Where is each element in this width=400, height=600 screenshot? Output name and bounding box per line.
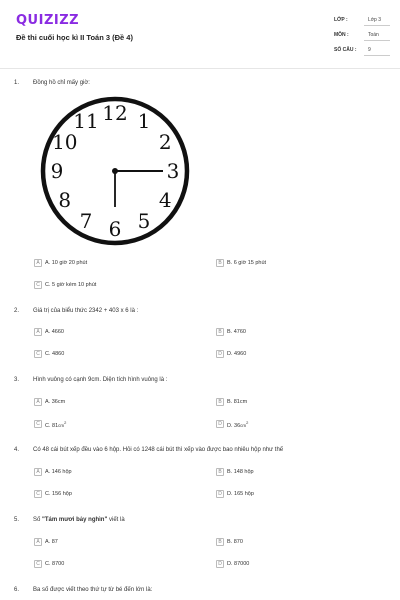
clock-center bbox=[112, 168, 118, 174]
option-unit: cm bbox=[58, 422, 65, 428]
question-text-pre: Số bbox=[33, 517, 43, 523]
option-text: B. 148 hộp bbox=[227, 469, 254, 475]
meta-underline bbox=[364, 40, 390, 41]
option-text bbox=[227, 420, 248, 429]
option-d[interactable] bbox=[216, 559, 249, 569]
option-letter: A bbox=[34, 398, 42, 406]
option-letter: B bbox=[216, 259, 224, 267]
option-b[interactable] bbox=[216, 537, 243, 547]
option-value: D. 36 bbox=[227, 422, 241, 429]
option-text bbox=[45, 420, 66, 429]
meta-label-count: SỐ CÂU : bbox=[334, 47, 357, 53]
option-letter: D bbox=[216, 420, 224, 428]
option-text: A. 36cm bbox=[45, 399, 66, 405]
option-text: B. 81cm bbox=[227, 399, 248, 405]
option-letter: B bbox=[216, 468, 224, 476]
question-text: Đồng hồ chỉ mấy giờ: bbox=[33, 80, 90, 86]
option-letter: C bbox=[34, 420, 42, 428]
option-c[interactable] bbox=[34, 489, 72, 499]
option-d[interactable] bbox=[216, 419, 248, 429]
meta-label-class: LỚP : bbox=[334, 17, 348, 23]
option-c[interactable] bbox=[34, 559, 64, 569]
meta-value-count: 9 bbox=[368, 47, 371, 53]
question-text-post: viết là bbox=[107, 517, 125, 523]
option-letter: B bbox=[216, 328, 224, 336]
option-text: C. 8700 bbox=[45, 561, 65, 567]
option-text: B. 870 bbox=[227, 539, 243, 545]
option-text: D. 87000 bbox=[227, 561, 250, 567]
option-b[interactable] bbox=[216, 327, 246, 337]
clock-numeral-10: 10 bbox=[52, 130, 78, 154]
question-text: Có 48 cái bút xếp đều vào 6 hộp. Hỏi có 1248 cái bút thì xếp vào được bao nhiêu hộp như thế bbox=[33, 447, 284, 453]
option-exponent: 2 bbox=[64, 419, 67, 425]
option-letter: C bbox=[34, 490, 42, 498]
option-letter: D bbox=[216, 490, 224, 498]
option-letter: C bbox=[34, 560, 42, 568]
option-letter: A bbox=[34, 328, 42, 336]
question-text: Hình vuông có cạnh 9cm. Diện tích hình vuông là : bbox=[33, 377, 168, 383]
option-letter: C bbox=[34, 350, 42, 358]
option-letter: D bbox=[216, 350, 224, 358]
option-text: C. 4860 bbox=[45, 351, 65, 357]
question-number: 4. bbox=[14, 447, 20, 453]
clock-image bbox=[36, 96, 194, 246]
option-text: A. 10 giờ 20 phút bbox=[45, 260, 88, 266]
question-number: 1. bbox=[14, 80, 20, 86]
question-text bbox=[33, 517, 125, 523]
option-letter: C bbox=[34, 281, 42, 289]
question-text: Giá trị của biểu thức 2342 + 403 x 6 là : bbox=[33, 308, 139, 314]
option-text: D. 4960 bbox=[227, 351, 247, 357]
question-text-bold: "Tám mươi bảy nghìn" bbox=[42, 517, 108, 523]
option-text: A. 4660 bbox=[45, 329, 64, 335]
option-value: C. 81 bbox=[45, 422, 59, 429]
page-title: Đề thi cuối học kì II Toán 3 (Đề 4) bbox=[16, 33, 133, 42]
option-letter: B bbox=[216, 398, 224, 406]
clock-numeral-4: 4 bbox=[158, 188, 172, 212]
option-letter: A bbox=[34, 259, 42, 267]
question-number: 5. bbox=[14, 517, 20, 523]
meta-label-subject: MÔN : bbox=[334, 32, 349, 38]
option-text: B. 6 giờ 15 phút bbox=[227, 260, 267, 266]
option-d[interactable] bbox=[216, 489, 254, 499]
clock-face bbox=[36, 96, 194, 246]
question-text: Ba số được viết theo thứ tự từ bé đến lớn là: bbox=[33, 587, 153, 593]
option-c[interactable] bbox=[34, 349, 64, 359]
clock-numeral-2: 2 bbox=[158, 130, 172, 154]
option-a[interactable] bbox=[34, 537, 58, 547]
option-exponent: 2 bbox=[246, 419, 249, 425]
meta-underline bbox=[364, 25, 390, 26]
meta-underline bbox=[364, 55, 390, 56]
meta-value-subject: Toán bbox=[368, 32, 379, 38]
quizizz-logo: QUIZIZZ bbox=[16, 13, 80, 28]
option-letter: A bbox=[34, 538, 42, 546]
option-text: D. 165 hộp bbox=[227, 491, 254, 497]
meta-value-class: Lớp 3 bbox=[368, 17, 382, 23]
option-c[interactable] bbox=[34, 419, 66, 429]
option-letter: B bbox=[216, 538, 224, 546]
clock-numeral-7: 7 bbox=[79, 209, 93, 234]
clock-numeral-3: 3 bbox=[166, 159, 180, 183]
question-number: 3. bbox=[14, 377, 20, 383]
option-a[interactable] bbox=[34, 397, 65, 407]
option-d[interactable] bbox=[216, 349, 246, 359]
option-letter: D bbox=[216, 560, 224, 568]
clock-numeral-11: 11 bbox=[73, 108, 99, 133]
option-b[interactable] bbox=[216, 397, 247, 407]
clock-numeral-1: 1 bbox=[137, 108, 151, 133]
option-b[interactable] bbox=[216, 467, 254, 477]
clock-numeral-6: 6 bbox=[108, 217, 122, 241]
option-text: C. 5 giờ kém 10 phút bbox=[45, 282, 97, 288]
clock-numeral-5: 5 bbox=[137, 209, 151, 234]
option-text: B. 4760 bbox=[227, 329, 246, 335]
option-text: A. 87 bbox=[45, 539, 58, 545]
clock-numeral-8: 8 bbox=[58, 188, 72, 212]
clock-numeral-12: 12 bbox=[102, 101, 128, 125]
option-a[interactable] bbox=[34, 258, 87, 268]
clock-numeral-9: 9 bbox=[50, 159, 64, 183]
question-number: 2. bbox=[14, 308, 20, 314]
option-text: C. 156 hộp bbox=[45, 491, 72, 497]
option-a[interactable] bbox=[34, 327, 64, 337]
header bbox=[0, 0, 400, 70]
option-letter: A bbox=[34, 468, 42, 476]
header-divider bbox=[0, 68, 400, 69]
question-number: 6. bbox=[14, 587, 20, 593]
option-b[interactable] bbox=[216, 258, 266, 268]
option-unit: cm bbox=[240, 422, 247, 428]
option-a[interactable] bbox=[34, 467, 72, 477]
option-text: A. 146 hộp bbox=[45, 469, 72, 475]
option-c[interactable] bbox=[34, 280, 96, 290]
